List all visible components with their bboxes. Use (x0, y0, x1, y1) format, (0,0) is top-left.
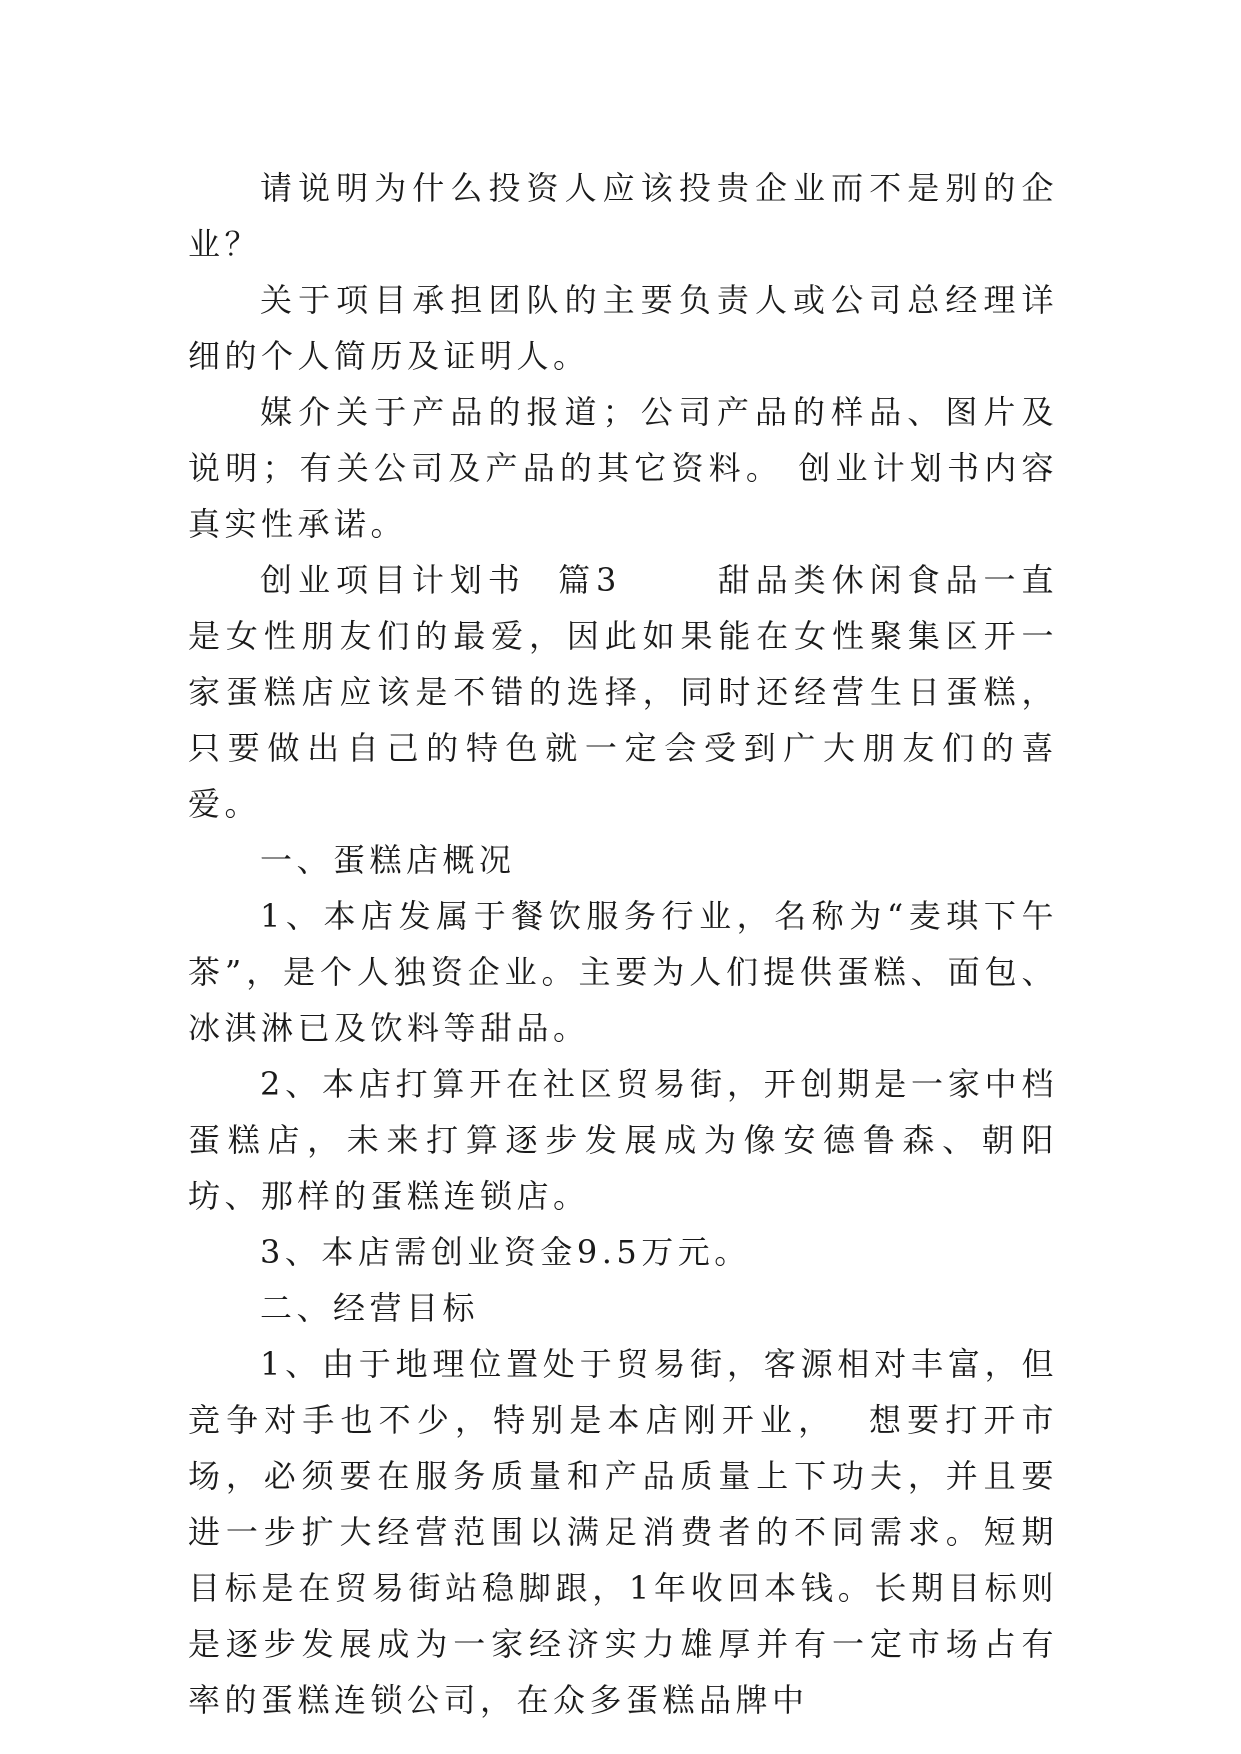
section-heading-goals: 二、经营目标 (260, 1289, 480, 1327)
paragraph-goals-1: 1、由于地理位置处于贸易街，客源相对丰富，但竞争对手也不少，特别是本店刚开业， 想要打开市场，必须要在服务质量和产品质量上下功夫，并且要进一步扩大经营范围以满足消费者的不同需求。短期目标是在贸易街站稳脚跟，1年收回本钱。长期目标则是逐步发展成为一家经济实力雄厚并有一定市场占有率的蛋糕连锁公司，在众多蛋糕品牌中 (188, 1345, 1058, 1719)
body-text (188, 160, 1058, 1728)
paragraph-overview-3: 3、本店需创业资金9.5万元。 (260, 1233, 751, 1271)
paragraph-plan-intro: 创业项目计划书 篇3 甜品类休闲食品一直是女性朋友们的最爱，因此如果能在女性聚集区开一家蛋糕店应该是不错的选择，同时还经营生日蛋糕，只要做出自己的特色就一定会受到广大朋友们的喜爱。 (188, 561, 1058, 823)
paragraph-overview-1: 1、本店发属于餐饮服务行业，名称为“麦琪下午茶”，是个人独资企业。主要为人们提供蛋糕、面包、冰淇淋已及饮料等甜品。 (188, 897, 1058, 1047)
section-heading-overview: 一、蛋糕店概况 (260, 841, 516, 879)
paragraph-overview-2: 2、本店打算开在社区贸易街，开创期是一家中档蛋糕店，未来打算逐步发展成为像安德鲁森、朝阳坊、那样的蛋糕连锁店。 (188, 1065, 1058, 1215)
paragraph-team-leader-resume: 关于项目承担团队的主要负责人或公司总经理详细的个人简历及证明人。 (188, 281, 1058, 375)
paragraph-media-materials: 媒介关于产品的报道；公司产品的样品、图片及说明；有关公司及产品的其它资料。 创业计划书内容真实性承诺。 (188, 393, 1058, 543)
paragraph-investor-reason: 请说明为什么投资人应该投贵企业而不是别的企业？ (188, 169, 1058, 263)
